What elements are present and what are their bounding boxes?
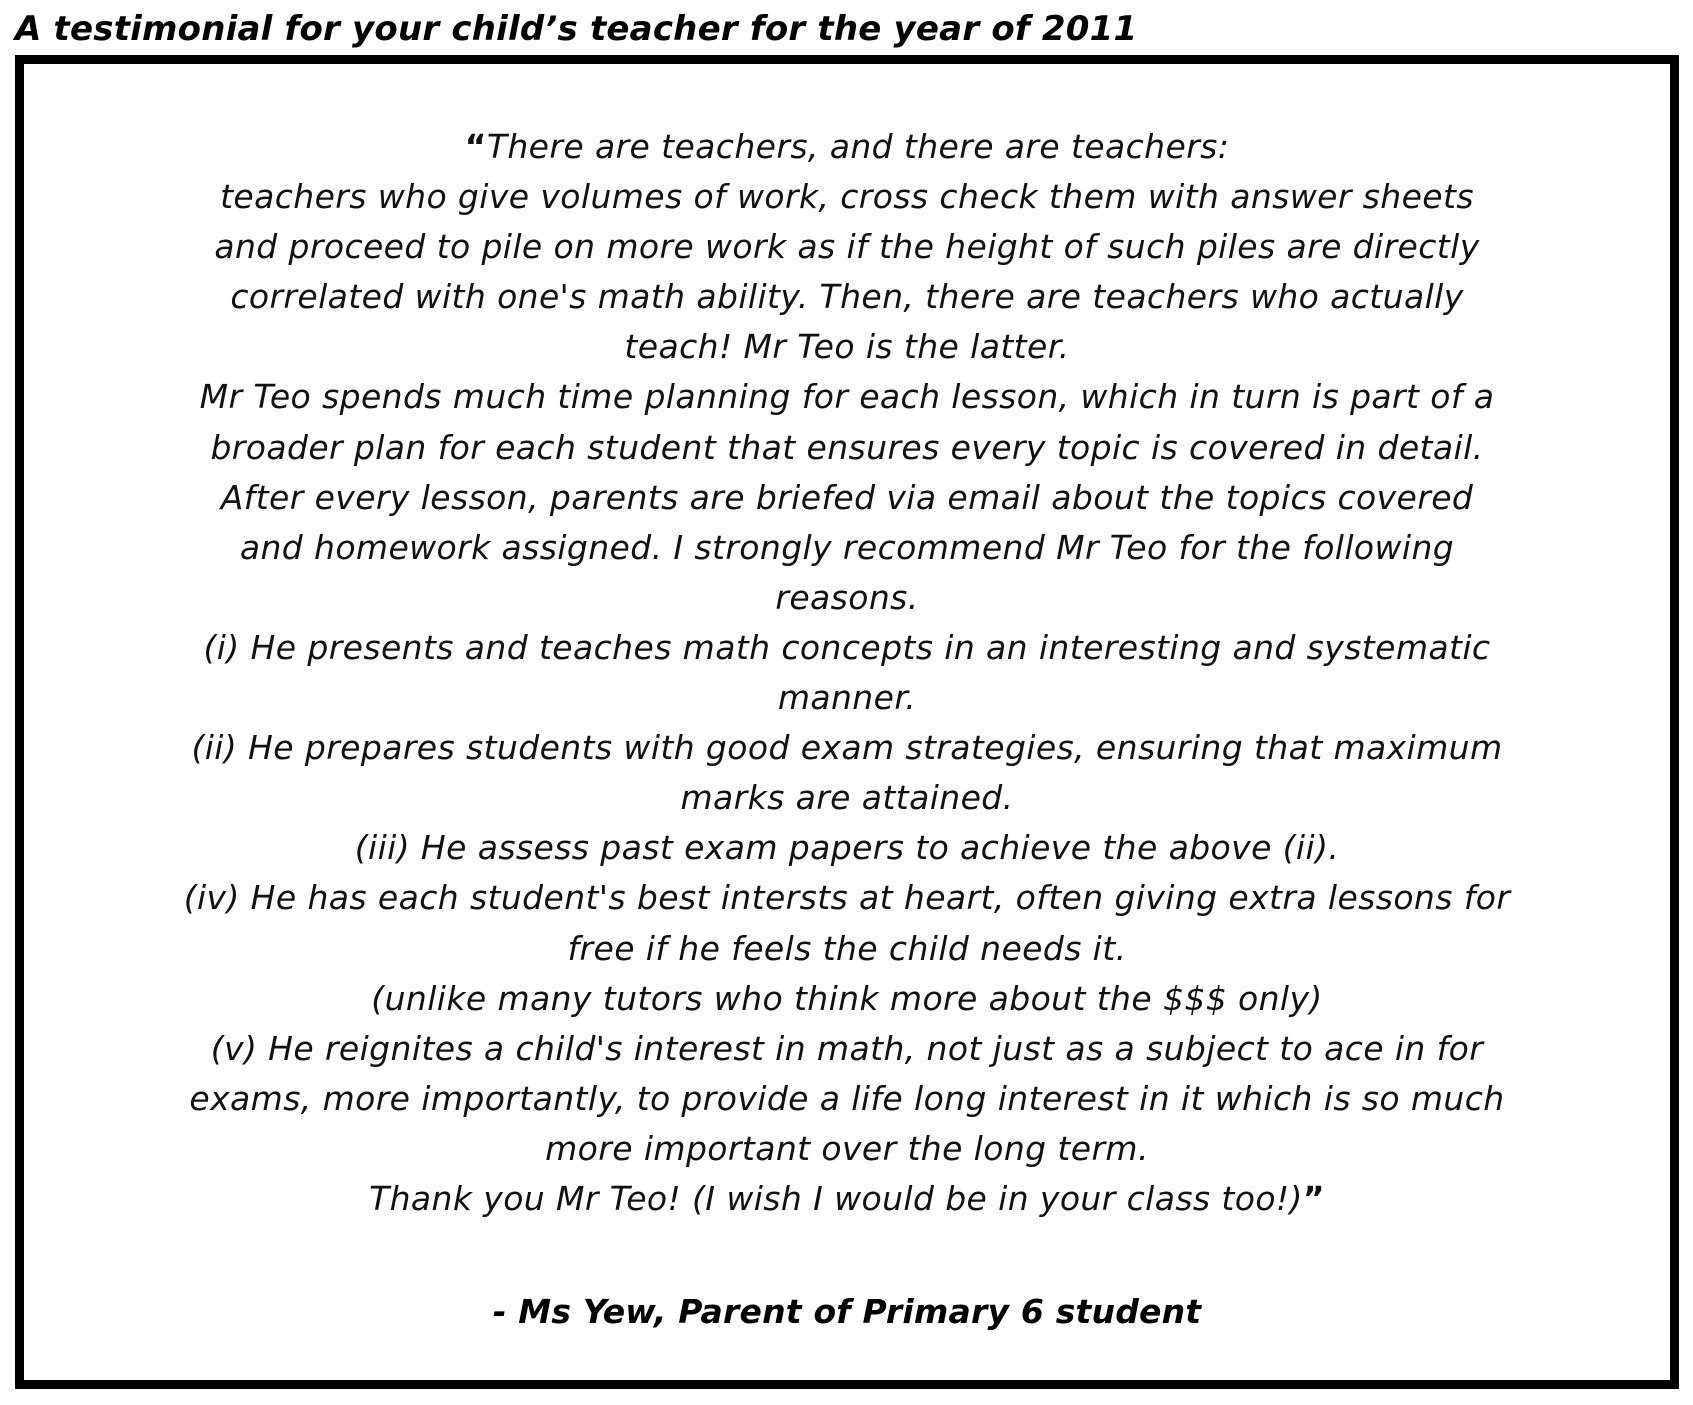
quote-line: broader plan for each student that ensures every topic is covered in detail.	[210, 427, 1484, 467]
signature: - Ms Yew, Parent of Primary 6 student	[492, 1292, 1202, 1331]
quote-line: and homework assigned. I strongly recommend Mr Teo for the following	[239, 527, 1455, 567]
reason-iii: (iii) He assess past exam papers to achieve the above (ii).	[354, 828, 1340, 868]
quote-line: Mr Teo spends much time planning for each lesson, which in turn is part of a	[199, 377, 1495, 417]
quote-line: and proceed to pile on more work as if the height of such piles are directly	[214, 227, 1480, 267]
testimonial-box	[15, 55, 1679, 1389]
quote-line-text: There are teachers, and there are teachers:	[486, 127, 1230, 166]
reason-ii: (ii) He prepares students with good exam strategies, ensuring that maximum	[191, 728, 1503, 768]
closing-line-text: Thank you Mr Teo! (I wish I would be in your class too!)	[369, 1178, 1303, 1218]
reason-iv-cont: free if he feels the child needs it.	[567, 928, 1127, 968]
reason-iv-aside: (unlike many tutors who think more about the $$$ only)	[371, 978, 1323, 1018]
reason-iv: (iv) He has each student's best intersts at heart, often giving extra lessons for	[183, 878, 1511, 918]
quote-line: correlated with one's math ability. Then, there are teachers who actually	[230, 277, 1464, 317]
quote-line: teach! Mr Teo is the latter.	[624, 327, 1070, 367]
reason-v-cont: more important over the long term.	[545, 1128, 1149, 1168]
page-title: A testimonial for your child’s teacher for the year of 2011	[15, 9, 1138, 49]
reason-v-cont: exams, more importantly, to provide a life long interest in it which is so much	[189, 1078, 1505, 1118]
closing-line	[24, 1174, 1670, 1224]
quote-line: reasons.	[775, 577, 919, 617]
reason-v: (v) He reignites a child's interest in math, not just as a subject to ace in for	[210, 1028, 1484, 1068]
quote-line: teachers who give volumes of work, cross check them with answer sheets	[220, 177, 1474, 217]
testimonial-quote	[24, 122, 1670, 1224]
open-quote-mark: “	[464, 127, 487, 166]
reason-ii-cont: marks are attained.	[680, 778, 1014, 818]
quote-line	[24, 122, 1670, 172]
reason-i: (i) He presents and teaches math concepts in an interesting and systematic	[203, 627, 1491, 667]
quote-line: After every lesson, parents are briefed via email about the topics covered	[220, 477, 1474, 517]
reason-i-cont: manner.	[777, 678, 917, 718]
close-quote-mark: ”	[1302, 1178, 1325, 1218]
